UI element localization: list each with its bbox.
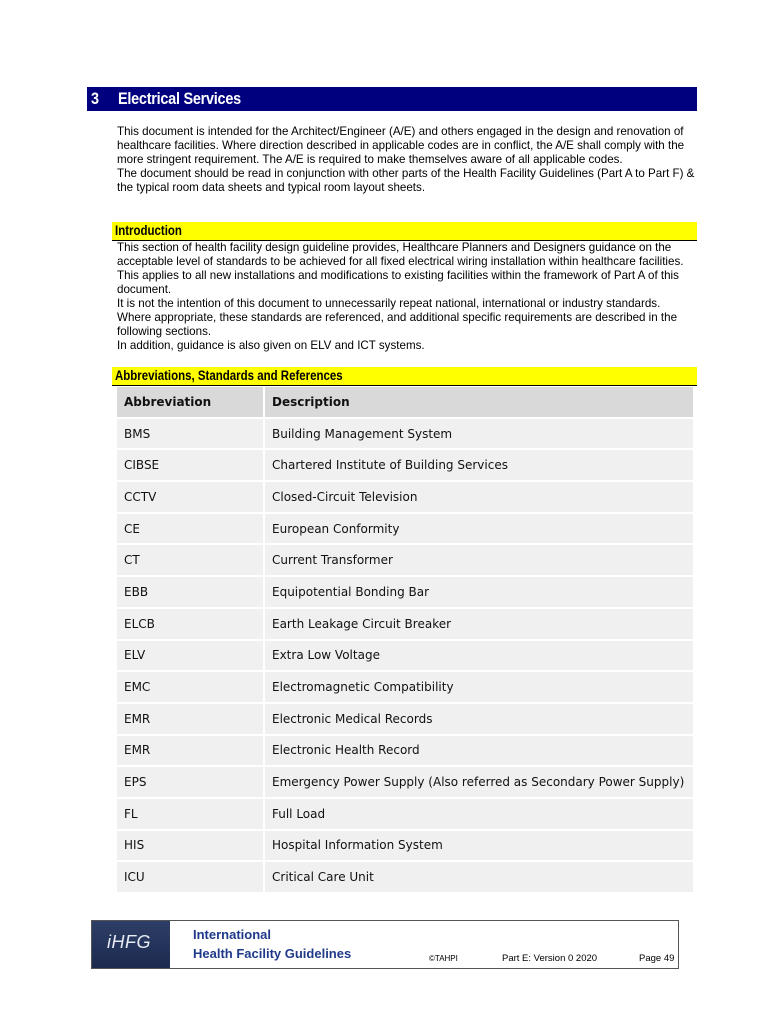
table-row [117,799,693,829]
description-cell: Electronic Medical Records [265,704,693,734]
table-row [117,419,693,449]
table-row [117,482,693,512]
table-header-row [117,387,693,417]
abbreviation-cell: ELCB [117,609,265,639]
description-cell: Equipotential Bonding Bar [265,577,693,607]
description-cell: Electronic Health Record [265,736,693,766]
abbreviation-cell: EPS [117,767,265,797]
abbreviation-cell: CCTV [117,482,265,512]
footer-version: Part E: Version 0 2020 [502,953,598,964]
table-row [117,514,693,544]
abbreviation-cell: EBB [117,577,265,607]
table-row [117,545,693,575]
table-row [117,609,693,639]
abbreviations-heading-label: Abbreviations, Standards and References [115,368,343,383]
footer-copyright: ©TAHPI [429,954,458,963]
table-row [117,577,693,607]
page-footer [91,920,679,969]
description-cell: Current Transformer [265,545,693,575]
abbreviation-cell: CE [117,514,265,544]
column-header-description: Description [265,387,693,417]
abbreviation-cell: BMS [117,419,265,449]
description-cell: Hospital Information System [265,831,693,861]
table-row [117,450,693,480]
introduction-text [117,241,697,353]
table-row [117,767,693,797]
section-heading [87,87,697,111]
abbreviation-cell: ICU [117,862,265,892]
table-row [117,641,693,671]
table-row [117,704,693,734]
abbreviation-cell: EMR [117,704,265,734]
description-cell: Electromagnetic Compatibility [265,672,693,702]
column-header-abbreviation: Abbreviation [117,387,265,417]
paragraph: In addition, guidance is also given on ELV and ICT systems. [117,339,425,352]
description-cell: Emergency Power Supply (Also referred as Secondary Power Supply) [265,767,693,797]
abbreviation-cell: EMC [117,672,265,702]
footer-org-line1: International [193,927,272,942]
footer-org-line2: Health Facility Guidelines [193,946,352,961]
table-row [117,831,693,861]
paragraph: It is not the intention of this document to unnecessarily repeat national, international or industry standards. Where appropriate, these standards are referenced, and additional specific requirements are described in the following sections. [117,297,678,338]
logo-text: iHFG [107,932,151,952]
footer-page-number: Page 49 [639,953,675,964]
section-title: Electrical Services [118,89,241,108]
paragraph: This section of health facility design guideline provides, Healthcare Planners and Designers guidance on the acceptable level of standards to be achieved for all fixed electrical wiring installation within healthcare facilities. This applies to all new installations and modifications to existing facilities within the framework of Part A of this document. [117,241,684,296]
abbreviation-cell: ELV [117,641,265,671]
abbreviations-table [117,385,693,894]
abbreviation-cell: CT [117,545,265,575]
description-cell: Closed-Circuit Television [265,482,693,512]
description-cell: European Conformity [265,514,693,544]
abbreviations-heading [112,367,697,386]
abbreviation-cell: HIS [117,831,265,861]
description-cell: Chartered Institute of Building Services [265,450,693,480]
paragraph: The document should be read in conjunction with other parts of the Health Facility Guidelines (Part A to Part F) & the typical room data sheets and typical room layout sheets. [117,167,695,194]
introduction-heading-label: Introduction [115,223,182,238]
table-row [117,862,693,892]
intro-text [117,125,697,195]
description-cell: Full Load [265,799,693,829]
paragraph: This document is intended for the Architect/Engineer (A/E) and others engaged in the design and renovation of healthcare facilities. Where direction described in applicable codes are in conflict, the A/E shall comply with the more stringent requirement. The A/E is required to make themselves aware of all applicable codes. [117,125,685,166]
description-cell: Building Management System [265,419,693,449]
table-row [117,672,693,702]
abbreviation-cell: FL [117,799,265,829]
table-row [117,736,693,766]
abbreviation-cell: EMR [117,736,265,766]
ihfg-logo [92,921,170,968]
description-cell: Critical Care Unit [265,862,693,892]
description-cell: Extra Low Voltage [265,641,693,671]
description-cell: Earth Leakage Circuit Breaker [265,609,693,639]
section-number: 3 [91,89,99,108]
abbreviation-cell: CIBSE [117,450,265,480]
introduction-heading [112,222,697,241]
